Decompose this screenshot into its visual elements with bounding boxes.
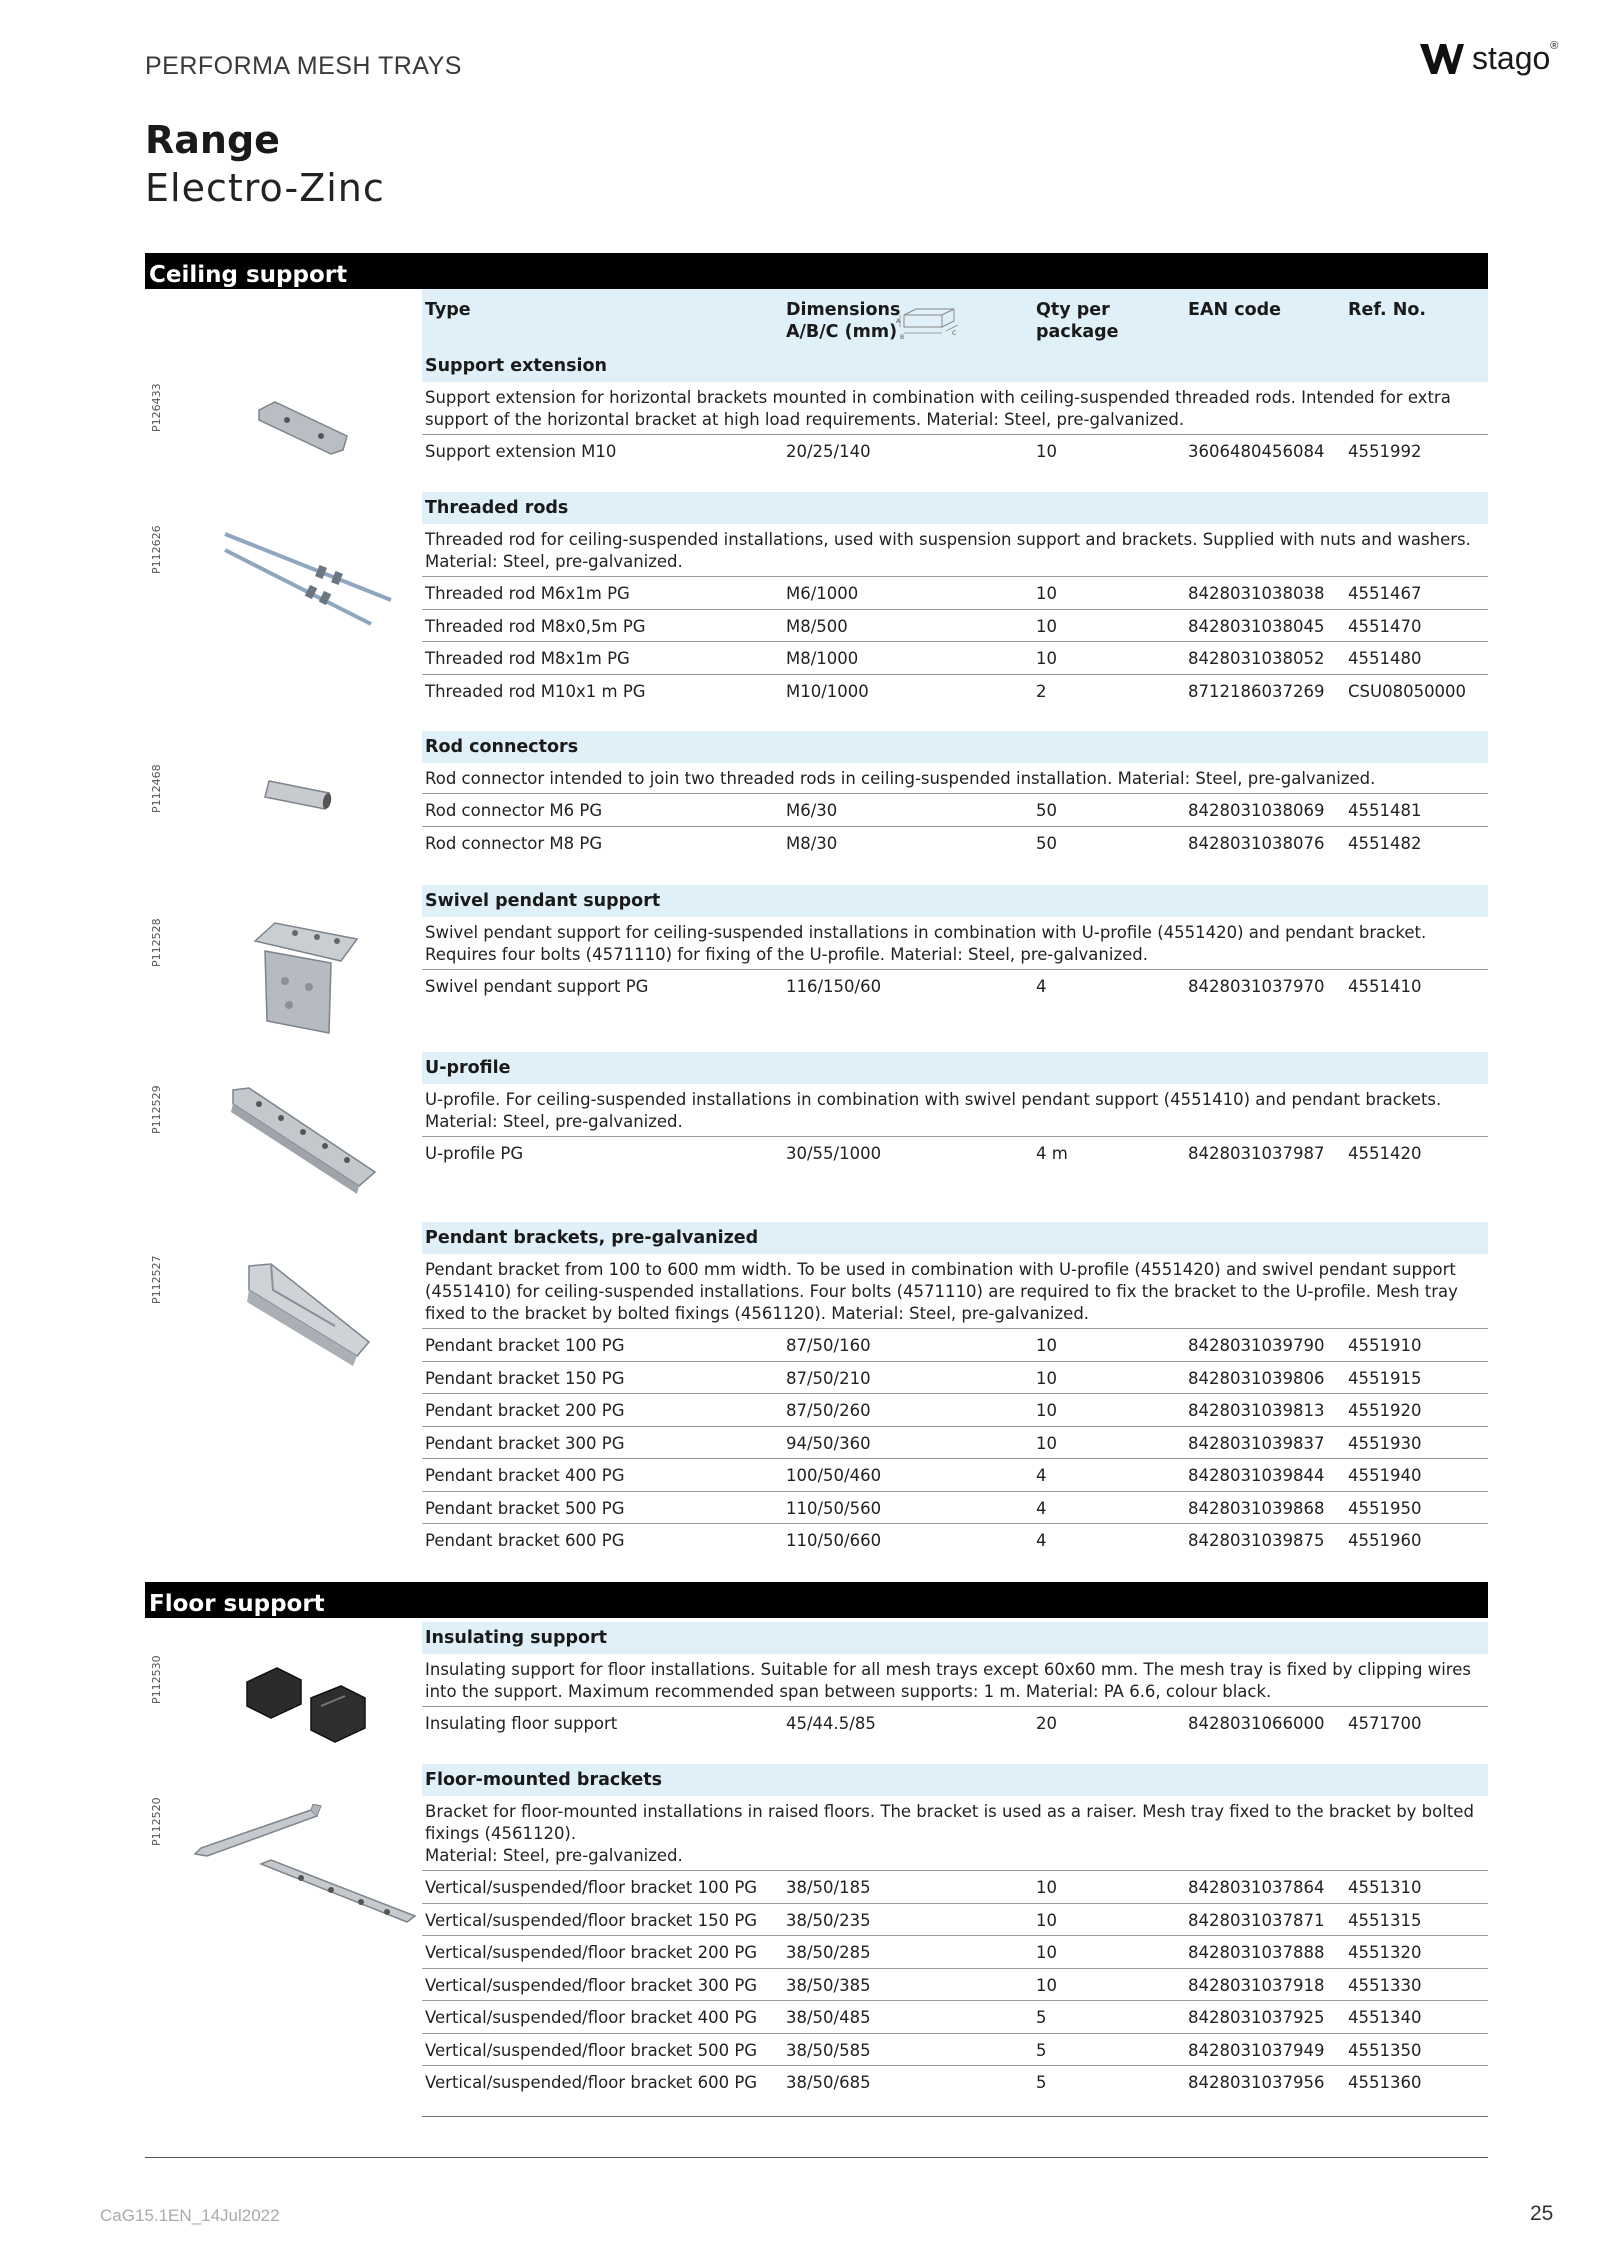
group-description: Support extension for horizontal brackets mounted in combination with ceiling-suspended threaded rods. Intended for extra support of the horizontal bracket at high load requirements. Material: Steel, pre-galvanized. bbox=[425, 388, 1451, 429]
table-row: Pendant bracket 200 PG 87/50/260 10 8428031039813 4551920 bbox=[422, 1393, 1488, 1426]
table-row: Threaded rod M6x1m PG M6/1000 10 8428031038038 4551467 bbox=[422, 576, 1488, 609]
support-extension-image bbox=[253, 398, 353, 458]
group-description: Pendant bracket from 100 to 600 mm width. To be used in combination with U-profile (4551420) and swivel pendant support (4551410) for ceiling-suspended installations. Four bolts (4571110) are required to fix the bracket to the U-profile. Mesh tray fixed to the bracket by bolted fixings (4561120). Material: Steel, pre-galvanized. bbox=[425, 1260, 1458, 1323]
group-title: Pendant brackets, pre-galvanized bbox=[422, 1222, 1488, 1254]
section-bar-ceiling-support: Ceiling support bbox=[145, 253, 1488, 289]
insulating-support-image bbox=[241, 1658, 371, 1748]
table-row: Vertical/suspended/floor bracket 300 PG 38/50/385 10 8428031037918 4551330 bbox=[422, 1968, 1488, 2001]
group-description: Bracket for floor-mounted installations in raised floors. The bracket is used as a raiser. Mesh tray fixed to the bracket by bolted fixings (4561120). Material: Steel, pre-galvanized. bbox=[425, 1802, 1474, 1865]
table-row: Pendant bracket 150 PG 87/50/210 10 8428031039806 4551915 bbox=[422, 1361, 1488, 1394]
col-qty: Qty per package bbox=[1036, 300, 1119, 342]
table-row: Threaded rod M8x1m PG M8/1000 10 8428031038052 4551480 bbox=[422, 641, 1488, 674]
table-row: Threaded rod M10x1 m PG M10/1000 2 8712186037269 CSU08050000 bbox=[422, 674, 1488, 707]
group-description: Threaded rod for ceiling-suspended installations, used with suspension support and brackets. Supplied with nuts and washers. Material: Steel, pre-galvanized. bbox=[425, 530, 1471, 571]
svg-text:A: A bbox=[896, 318, 901, 325]
stago-logo-text: stago® bbox=[1472, 40, 1559, 76]
table-row: Rod connector M8 PG M8/30 50 8428031038076 4551482 bbox=[422, 826, 1488, 859]
photo-code: P112528 bbox=[150, 918, 163, 967]
table-row: Pendant bracket 400 PG 100/50/460 4 8428031039844 4551940 bbox=[422, 1458, 1488, 1491]
table-row: Vertical/suspended/floor bracket 200 PG 38/50/285 10 8428031037888 4551320 bbox=[422, 1935, 1488, 1968]
group-description: U-profile. For ceiling-suspended installations in combination with swivel pendant support (4551410) and pendant brackets. Material: Steel, pre-galvanized. bbox=[425, 1090, 1442, 1131]
photo-code: P112527 bbox=[150, 1255, 163, 1304]
table-row: Threaded rod M8x0,5m PG M8/500 10 8428031038045 4551470 bbox=[422, 609, 1488, 642]
footer-rule bbox=[145, 2157, 1488, 2158]
group-title: U-profile bbox=[422, 1052, 1488, 1084]
group-title: Threaded rods bbox=[422, 492, 1488, 524]
table-row: Vertical/suspended/floor bracket 500 PG 38/50/585 5 8428031037949 4551350 bbox=[422, 2033, 1488, 2066]
table-row: Insulating floor support 45/44.5/85 20 8428031066000 4571700 bbox=[422, 1706, 1488, 1739]
svg-text:B: B bbox=[900, 334, 905, 341]
document-header-title: PERFORMA MESH TRAYS bbox=[145, 52, 462, 80]
page-number: 25 bbox=[1530, 2202, 1554, 2225]
group-description: Rod connector intended to join two threaded rods in ceiling-suspended installation. Material: Steel, pre-galvanized. bbox=[425, 769, 1376, 788]
col-dimensions: Dimensions A/B/C (mm) bbox=[786, 300, 901, 342]
group-description: Swivel pendant support for ceiling-suspended installations in combination with U-profile (4551420) and pendant bracket. Requires four bolts (4571110) for fixing of the U-profile. Material: Steel, pre-galvanized. bbox=[425, 923, 1427, 964]
threaded-rods-image bbox=[221, 528, 393, 628]
group-title: Floor-mounted brackets bbox=[422, 1764, 1488, 1796]
svg-text:C: C bbox=[952, 330, 957, 337]
col-ean: EAN code bbox=[1188, 300, 1282, 320]
group-title: Swivel pendant support bbox=[422, 885, 1488, 917]
section-bar-floor-support: Floor support bbox=[145, 1582, 1488, 1618]
group-title: Rod connectors bbox=[422, 731, 1488, 763]
stago-logo bbox=[1418, 40, 1558, 77]
page-subtitle: Electro-Zinc bbox=[145, 166, 385, 210]
table-row: Swivel pendant support PG 116/150/60 4 8428031037970 4551410 bbox=[422, 969, 1488, 1002]
dimensions-diagram-icon bbox=[896, 305, 966, 341]
table-row: Pendant bracket 300 PG 94/50/360 10 8428031039837 4551930 bbox=[422, 1426, 1488, 1459]
table-row: Vertical/suspended/floor bracket 100 PG 38/50/185 10 8428031037864 4551310 bbox=[422, 1870, 1488, 1903]
table-row: Vertical/suspended/floor bracket 600 PG 38/50/685 5 8428031037956 4551360 bbox=[422, 2065, 1488, 2098]
u-profile-image bbox=[229, 1086, 379, 1196]
document-code: CaG15.1EN_14Jul2022 bbox=[100, 2206, 280, 2225]
photo-code: P112530 bbox=[150, 1655, 163, 1704]
table-row: Vertical/suspended/floor bracket 400 PG 38/50/485 5 8428031037925 4551340 bbox=[422, 2000, 1488, 2033]
pendant-bracket-image bbox=[241, 1262, 373, 1370]
table-row: Rod connector M6 PG M6/30 50 8428031038069 4551481 bbox=[422, 793, 1488, 826]
col-ref: Ref. No. bbox=[1348, 300, 1427, 320]
photo-code: P112520 bbox=[150, 1797, 163, 1846]
rod-connector-image bbox=[263, 773, 339, 813]
table-row: Vertical/suspended/floor bracket 150 PG 38/50/235 10 8428031037871 4551315 bbox=[422, 1903, 1488, 1936]
col-type: Type bbox=[425, 300, 471, 320]
group-title: Insulating support bbox=[422, 1622, 1488, 1654]
stago-logo-icon bbox=[1418, 42, 1466, 76]
page-title: Range bbox=[145, 118, 280, 162]
table-row: Pendant bracket 500 PG 110/50/560 4 8428031039868 4551950 bbox=[422, 1491, 1488, 1524]
photo-code: P112626 bbox=[150, 525, 163, 574]
photo-code: P112529 bbox=[150, 1085, 163, 1134]
table-row: Pendant bracket 100 PG 87/50/160 10 8428031039790 4551910 bbox=[422, 1328, 1488, 1361]
group-title: Support extension bbox=[422, 350, 1488, 382]
table-row: U-profile PG 30/55/1000 4 m 8428031037987 4551420 bbox=[422, 1136, 1488, 1169]
floor-bracket-image bbox=[191, 1804, 421, 1924]
swivel-pendant-support-image bbox=[245, 921, 361, 1043]
table-end-rule bbox=[422, 2116, 1488, 2117]
table-row: Support extension M10 20/25/140 10 3606480456084 4551992 bbox=[422, 434, 1488, 467]
group-description: Insulating support for floor installations. Suitable for all mesh trays except 60x60 mm. The mesh tray is fixed by clipping wires into the support. Maximum recommended span between supports: 1 m. Material: PA 6.6, colour black. bbox=[425, 1660, 1471, 1701]
photo-code: P112468 bbox=[150, 764, 163, 813]
table-row: Pendant bracket 600 PG 110/50/660 4 8428031039875 4551960 bbox=[422, 1523, 1488, 1556]
photo-code: P126433 bbox=[150, 383, 163, 432]
